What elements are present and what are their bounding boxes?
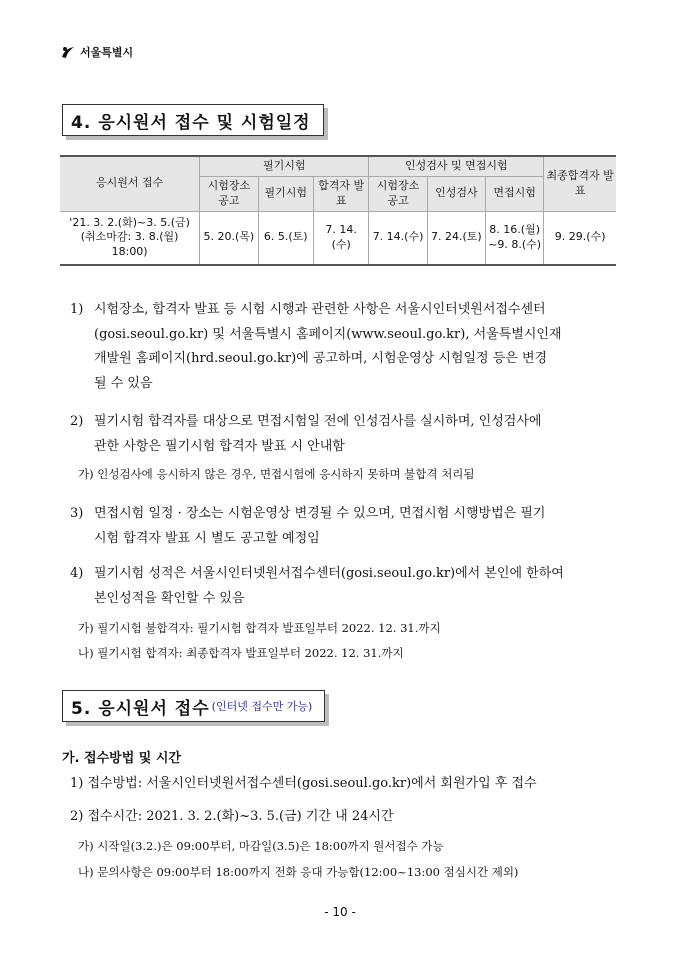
section5-subhead: 가. 접수방법 및 시간 — [62, 751, 181, 766]
note-num: 2) — [70, 414, 84, 429]
note-line: 본인성적을 확인할 수 있음 — [94, 590, 245, 606]
group-interview: 인성검사 및 면접시험 — [369, 156, 544, 176]
sub-venue2: 시험장소 공고 — [369, 176, 427, 211]
cell-written: 6. 5.(토) — [258, 211, 313, 265]
section4-title-text: 4. 응시원서 접수 및 시험일정 — [71, 112, 311, 133]
note-line: 필기시험 합격자를 대상으로 면접시험일 전에 인성검사를 실시하며, 인성검사에 — [94, 414, 542, 429]
note-num: 4) — [70, 566, 84, 581]
section5-title-sub: (인터넷 접수만 가능) — [211, 700, 313, 713]
cell-final: 9. 29.(수) — [544, 211, 616, 265]
sub-written: 필기시험 — [258, 176, 313, 211]
cell-apply — [60, 211, 200, 265]
sub-venue1: 시험장소 공고 — [200, 176, 258, 211]
section5-title — [62, 690, 325, 722]
cell-venue1: 5. 20.(목) — [200, 211, 258, 265]
note-num: 1) — [70, 302, 84, 317]
seoul-logo-icon — [60, 44, 76, 60]
note-line: 될 수 있음 — [94, 375, 153, 391]
cell-apply-line1: '21. 3. 2.(화)~3. 5.(금) — [69, 215, 190, 229]
note-2a: 가) 인성검사에 응시하지 않은 경우, 면접시험에 응시하지 못하며 불합격 처리됨 — [78, 467, 475, 481]
item-2: 2) 접수시간: 2021. 3. 2.(화)~3. 5.(금) 기간 내 24시간 — [70, 809, 394, 824]
note-line: 면접시험 일정 · 장소는 시험운영상 변경될 수 있으며, 면접시험 시행방법은 필기 — [94, 506, 546, 521]
note-4 — [70, 562, 630, 611]
cell-venue2: 7. 14.(수) — [369, 211, 427, 265]
cell-apply-line2: (취소마감: 3. 8.(월) 18:00) — [80, 230, 179, 259]
note-line: (gosi.seoul.go.kr) 및 서울특별시 홈페이지(www.seoul.go.kr), 서울특별시인재 — [94, 326, 562, 342]
note-line: 관한 사항은 필기시험 합격자 발표 시 안내함 — [94, 438, 345, 454]
note-line: 개발원 홈페이지(hrd.seoul.go.kr)에 공고하며, 시험운영상 시험일정 등은 변경 — [94, 351, 548, 366]
section5-title-text: 5. 응시원서 접수 — [71, 698, 210, 719]
cell-interview-line1: 8. 16.(월) — [489, 222, 540, 236]
seoul-logo — [60, 44, 133, 60]
note-4a: 가) 필기시험 불합격자: 필기시험 합격자 발표일부터 2022. 12. 31.까지 — [78, 621, 441, 635]
cell-pass: 7. 14.(수) — [313, 211, 368, 265]
sub-interview: 면접시험 — [485, 176, 543, 211]
note-2 — [70, 410, 630, 459]
col-final: 최종합격자 발표 — [544, 156, 616, 211]
note-1 — [70, 298, 630, 396]
col-apply: 응시원서 접수 — [60, 156, 200, 211]
sub-pass: 합격자 발표 — [313, 176, 368, 211]
cell-aptitude: 7. 24.(토) — [427, 211, 485, 265]
note-line: 필기시험 성적은 서울시인터넷원서접수센터(gosi.seoul.go.kr)에서 본인에 한하여 — [94, 566, 564, 581]
note-4b: 나) 필기시험 합격자: 최종합격자 발표일부터 2022. 12. 31.까지 — [78, 646, 404, 660]
group-written: 필기시험 — [200, 156, 369, 176]
cell-interview-line2: ~9. 8.(수) — [488, 237, 542, 251]
note-num: 3) — [70, 506, 84, 521]
sub-aptitude: 인성검사 — [427, 176, 485, 211]
item-1: 1) 접수방법: 서울시인터넷원서접수센터(gosi.seoul.go.kr)에서 회원가입 후 접수 — [70, 776, 537, 791]
logo-text: 서울특별시 — [80, 46, 134, 59]
item-2b: 나) 문의사항은 09:00부터 18:00까지 전화 응대 가능함(12:00~13:00 점심시간 제외) — [78, 865, 519, 879]
section4-title — [62, 104, 324, 136]
cell-interview — [485, 211, 543, 265]
page-number: - 10 - — [324, 905, 356, 919]
schedule-table — [60, 155, 616, 266]
note-line: 시험 합격자 발표 시 별도 공고할 예정임 — [94, 530, 320, 546]
note-line: 시험장소, 합격자 발표 등 시험 시행과 관련한 사항은 서울시인터넷원서접수센터 — [94, 302, 546, 317]
item-2a: 가) 시작일(3.2.)은 09:00부터, 마감일(3.5)은 18:00까지 원서접수 가능 — [78, 839, 444, 853]
note-3 — [70, 502, 630, 551]
